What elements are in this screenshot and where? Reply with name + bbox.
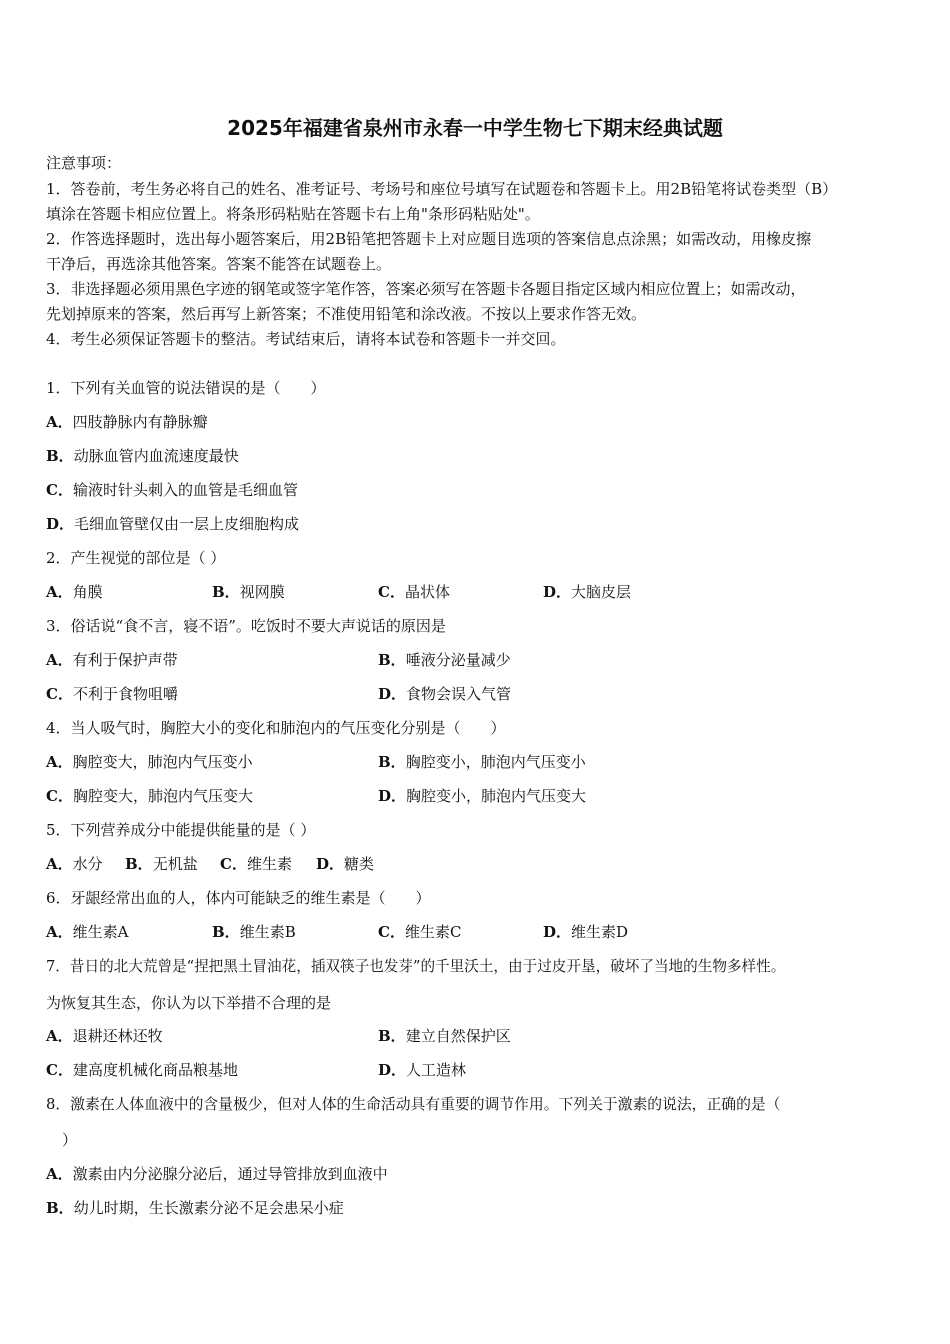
option xyxy=(220,853,292,874)
option xyxy=(46,649,178,670)
question-stem: 7．昔日的北大荒曾是“捏把黑土冒油花，插双筷子也发芽”的千里沃土，由于过皮开垦，破坏了当地的生物多样性。 xyxy=(46,958,786,975)
option-text: 无机盐 xyxy=(152,855,198,873)
option-text: 视网膜 xyxy=(239,583,285,601)
option xyxy=(543,581,631,602)
question-stem-continued: 为恢复其生态，你认为以下举措不合理的是 xyxy=(46,994,332,1012)
option xyxy=(46,445,239,466)
option xyxy=(378,683,511,704)
question-stem-continued: ） xyxy=(62,1131,78,1149)
option-text: 大脑皮层 xyxy=(571,583,632,601)
option-label: D． xyxy=(378,1061,407,1079)
option xyxy=(316,853,374,874)
option xyxy=(46,921,128,942)
option-text: 唾液分泌量减少 xyxy=(405,651,511,669)
option-text: 胸腔变小，肺泡内气压变小 xyxy=(405,753,586,771)
option xyxy=(378,1025,511,1046)
option xyxy=(46,1163,388,1184)
question-stem: 1．下列有关血管的说法错误的是（ ） xyxy=(46,379,326,397)
option-text: 胸腔变大，肺泡内气压变大 xyxy=(72,787,253,805)
option-text: 胸腔变大，肺泡内气压变小 xyxy=(72,753,253,771)
option-label: B． xyxy=(378,651,406,669)
option-text: 退耕还林还牧 xyxy=(72,1027,163,1045)
option xyxy=(46,751,253,772)
option xyxy=(46,479,298,500)
option-label: B． xyxy=(378,753,406,771)
option-text: 糖类 xyxy=(344,855,375,873)
option-text: 有利于保护声带 xyxy=(72,651,178,669)
option-text: 四肢静脉内有静脉瓣 xyxy=(72,413,208,431)
option xyxy=(46,853,103,874)
option-label: D． xyxy=(378,685,407,703)
option-text: 晶状体 xyxy=(404,583,450,601)
option-label: B． xyxy=(46,447,74,465)
option-label: B． xyxy=(212,923,240,941)
option-text: 人工造林 xyxy=(406,1061,467,1079)
option-label: C． xyxy=(46,787,73,805)
option xyxy=(378,751,586,772)
option-label: A． xyxy=(46,855,73,873)
notice-line: 填涂在答题卡相应位置上。将条形码粘贴在答题卡右上角"条形码粘贴处"。 xyxy=(46,205,540,223)
option-text: 维生素A xyxy=(72,923,129,941)
option xyxy=(46,785,253,806)
notice-line: 干净后，再选涂其他答案。答案不能答在试题卷上。 xyxy=(46,255,392,273)
option-label: B． xyxy=(125,855,153,873)
option-label: B． xyxy=(378,1027,406,1045)
option-text: 维生素B xyxy=(239,923,296,941)
option-text: 胸腔变小，肺泡内气压变大 xyxy=(406,787,587,805)
option-label: A． xyxy=(46,923,73,941)
option-label: C． xyxy=(46,1061,73,1079)
option-text: 维生素 xyxy=(246,855,292,873)
notice-line: 先划掉原来的答案，然后再写上新答案；不准使用铅笔和涂改液。不按以上要求作答无效。 xyxy=(46,305,647,323)
option-text: 建立自然保护区 xyxy=(405,1027,511,1045)
option-label: D． xyxy=(46,515,75,533)
option xyxy=(125,853,198,874)
option-text: 输液时针头刺入的血管是毛细血管 xyxy=(72,481,298,499)
option xyxy=(378,581,450,602)
option xyxy=(46,1025,163,1046)
option-text: 建高度机械化商品粮基地 xyxy=(72,1061,238,1079)
question-stem: 3．俗话说“食不言，寝不语”。吃饭时不要大声说话的原因是 xyxy=(46,617,446,635)
option-label: C． xyxy=(46,685,73,703)
question-stem: 4．当人吸气时，胸腔大小的变化和肺泡内的气压变化分别是（ ） xyxy=(46,719,506,737)
option-text: 动脉血管内血流速度最快 xyxy=(73,447,239,465)
option-label: D． xyxy=(543,583,572,601)
option-label: C． xyxy=(378,583,405,601)
option-label: C． xyxy=(378,923,405,941)
option xyxy=(543,921,628,942)
option-text: 维生素C xyxy=(404,923,462,941)
option xyxy=(378,785,586,806)
option-text: 不利于食物咀嚼 xyxy=(72,685,178,703)
notice-heading: 注意事项： xyxy=(46,154,122,172)
option-text: 维生素D xyxy=(571,923,629,941)
option-label: D． xyxy=(378,787,407,805)
option xyxy=(378,649,511,670)
option xyxy=(378,1059,466,1080)
option xyxy=(46,581,103,602)
page-title: 2025年福建省泉州市永春一中学生物七下期末经典试题 xyxy=(227,116,723,140)
option-text: 毛细血管壁仅由一层上皮细胞构成 xyxy=(74,515,300,533)
option-label: C． xyxy=(46,481,73,499)
notice-line: 4．考生必须保证答题卡的整洁。考试结束后，请将本试卷和答题卡一并交回。 xyxy=(46,330,566,348)
option xyxy=(46,1059,238,1080)
question-stem: 6．牙龈经常出血的人，体内可能缺乏的维生素是（ ） xyxy=(46,889,431,907)
option-text: 激素由内分泌腺分泌后，通过导管排放到血液中 xyxy=(72,1165,388,1183)
option xyxy=(46,1197,344,1218)
option-label: A． xyxy=(46,651,73,669)
option xyxy=(212,921,296,942)
option-label: A． xyxy=(46,1165,73,1183)
option-label: A． xyxy=(46,1027,73,1045)
option-text: 角膜 xyxy=(72,583,103,601)
option-label: A． xyxy=(46,753,73,771)
option-text: 水分 xyxy=(72,855,103,873)
option xyxy=(46,513,299,534)
option-label: A． xyxy=(46,413,73,431)
notice-line: 1．答卷前，考生务必将自己的姓名、准考证号、考场号和座位号填写在试题卷和答题卡上。用2B铅笔将试卷类型（B） xyxy=(46,180,838,198)
notice-line: 2．作答选择题时，选出每小题答案后，用2B铅笔把答题卡上对应题目选项的答案信息点涂黑；如需改动，用橡皮擦 xyxy=(46,230,812,248)
question-stem: 8．激素在人体血液中的含量极少，但对人体的生命活动具有重要的调节作用。下列关于激素的说法，正确的是（ xyxy=(46,1096,781,1113)
option-label: A． xyxy=(46,583,73,601)
notice-line: 3．非选择题必须用黑色字迹的钢笔或签字笔作答，答案必须写在答题卡各题目指定区域内相应位置上；如需改动， xyxy=(46,280,806,298)
option-label: C． xyxy=(220,855,247,873)
option xyxy=(46,411,208,432)
option-label: D． xyxy=(543,923,572,941)
option xyxy=(212,581,285,602)
question-stem: 5．下列营养成分中能提供能量的是（ ） xyxy=(46,821,316,839)
option-label: B． xyxy=(46,1199,74,1217)
option-text: 幼儿时期，生长激素分泌不足会患呆小症 xyxy=(73,1199,344,1217)
option xyxy=(46,683,178,704)
option-label: B． xyxy=(212,583,240,601)
option xyxy=(378,921,461,942)
question-stem: 2．产生视觉的部位是（ ） xyxy=(46,549,226,567)
option-label: D． xyxy=(316,855,345,873)
option-text: 食物会误入气管 xyxy=(406,685,512,703)
